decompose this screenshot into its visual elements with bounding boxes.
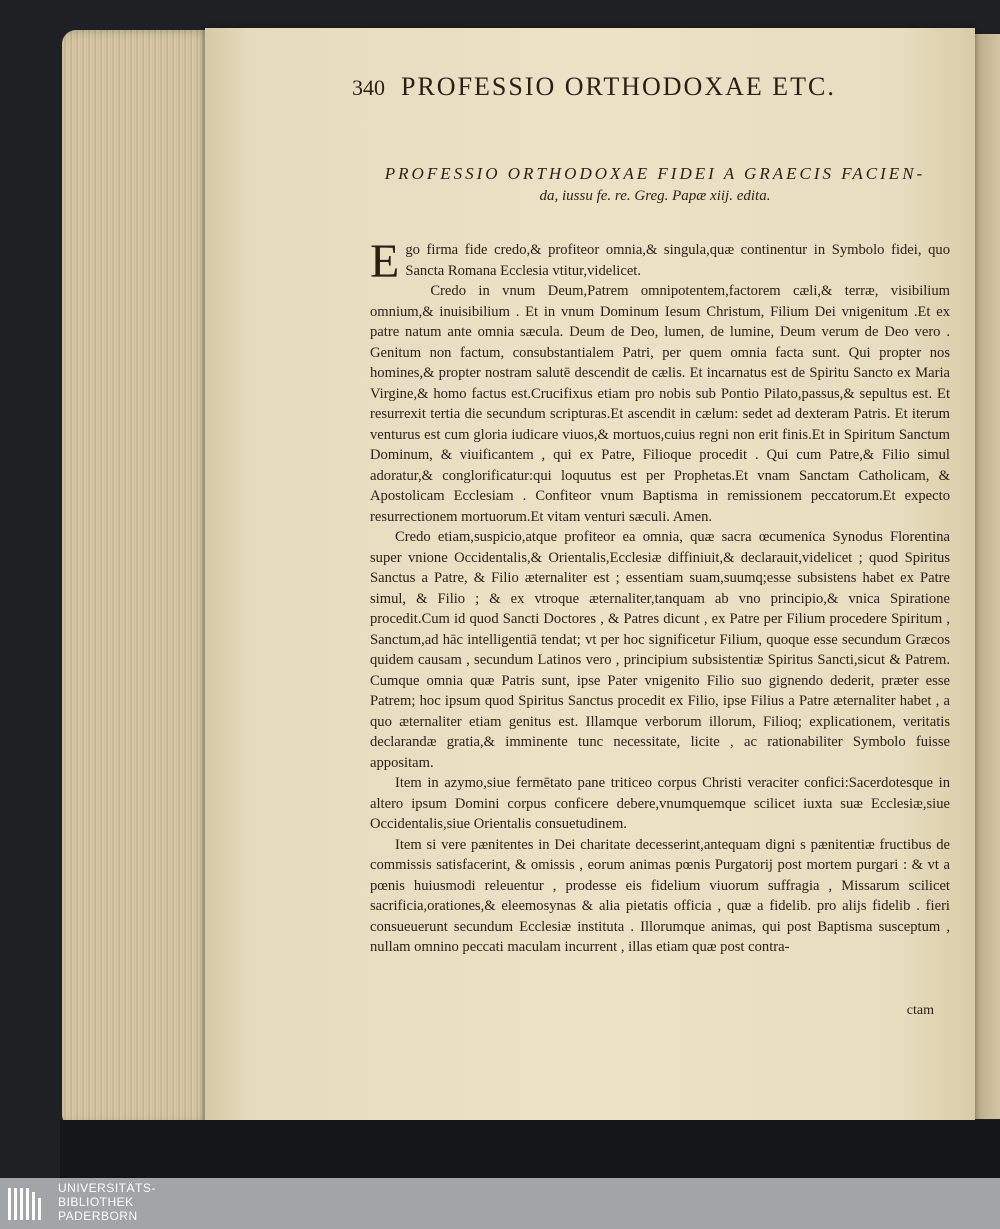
body-text <box>370 235 950 958</box>
library-footer <box>0 1178 1000 1229</box>
paragraph: Item si vere pænitentes in Dei charitate decesserint,antequam digni s pænitentiæ fructibus de commissis satisfacerint, & omissis , eorum animas pœnis Purgatorij post mortem purgari : & vt a pœnis huiusmodi releuentur , prodesse eis fidelium viuorum suffragia , Missarum scilicet sacrificia,orationes,& eleemosynas & alia pietatis officia , quæ a fidelib. pro alijs fidelib . fieri consueuerunt secundum Ecclesiæ instituta . Illorumque animas, qui post Baptisma susceptum , nullam omnino peccati maculam incurrent , illas etiam quæ post contra- <box>370 836 950 955</box>
drop-capital: E <box>370 235 400 288</box>
paragraph: Item in azymo,siue fermētato pane triticeo corpus Christi veraciter confici:Sacerdotesque in altero ipsum Domini corpus conficere debere,vnumquemque scilicet iuxta suæ Ecclesiæ,siue Occidentalis,siue Orientalis consuetudinem. <box>370 775 950 832</box>
running-head-text: PROFESSIO ORTHODOXAE ETC. <box>401 72 836 101</box>
catchword: ctam <box>906 1003 934 1018</box>
paragraph: Ego firma fide credo,& profiteor omnia,& singula,quæ continentur in Symbolo fidei, quo Sancta Romana Ecclesia vtitur,videlicet. <box>370 235 950 288</box>
library-logo-icon <box>6 1184 46 1224</box>
page-number: 340 <box>352 75 385 100</box>
title-line-1: PROFESSIO ORTHODOXAE FIDEI A GRAECIS FACIEN- <box>384 164 926 183</box>
library-name: UNIVERSITÄTS- BIBLIOTHEK PADERBORN <box>58 1181 156 1223</box>
paragraph: Credo etiam,suspicio,atque profiteor ea omnia, quæ sacra œcumenica Synodus Florentina super vnione Occidentalis,& Orientalis,Ecclesiæ diffiniuit,& declarauit,videlicet ; quod Spiritus Sanctus a Patre, & Filio æternaliter est ; essentiam suam,suumq;esse subsistens habet ex Patre simul, & Filio ; & ex vtroque æternaliter,tanquam ab vno principio,& vnica Spiratione procedit.Cum id quod Sancti Doctores , & Patres dicunt , ex Patre per Filium procedere Spiritum , Sanctum,ad hāc intelligentiā tendat; vt per hoc significetur Filium, quoque esse secundum Græcos quidem causam , secundum Latinos vero , principium subsistentiæ Spiritus Sancti,sicut & Patrem. Cumque omnia quæ Patris sunt, ipse Pater vnigenito Filio suo gignendo dederit, præter esse Patrem; hoc ipsum quod Spiritus Sanctus procedit ex Filio, ipse Filius a Patre æternaliter habet , a quo æternaliter etiam genitus est. Illamque verborum illorum, Filioq; explicationem, veritatis declarandæ gratia,& imminente tunc necessitate, licite , ac rationabiliter Symbolo fuisse appositam. <box>370 529 950 771</box>
title-line-2: da, iussu fe. re. Greg. Papæ xiij. edita. <box>539 188 771 204</box>
chapter-title <box>350 162 960 208</box>
page-edges-stack <box>62 30 212 1125</box>
running-head <box>352 72 952 102</box>
book-cover-shadow <box>60 1120 1000 1178</box>
paragraph: Credo in vnum Deum,Patrem omnipotentem,factorem cæli,& terræ, visibilium omnium,& inuisibilium . Et in vnum Dominum Iesum Christum, Filium Dei vnigenitum .Et ex patre natum ante omnia sæcula. Deum de Deo, lumen, de lumine, Deum verum de Deo vero . Genitum non factum, consubstantialem Patri, per quem omnia facta sunt. Qui propter nos homines,& propter nostram salutē descendit de cælis. Et incarnatus est de Spiritu Sancto ex Maria Virgine,& homo factus est.Crucifixus etiam pro nobis sub Pontio Pilato,passus,& sepultus est. Et resurrexit tertia die secundum scripturas.Et ascendit in cælum: sedet ad dexteram Patris. Et iterum venturus est cum gloria iudicare viuos,& mortuos,cuius regni non erit finis.Et in Spiritum Sanctum Dominum, & viuificantem , qui ex Patre, Filioque procedit . Qui cum Patre,& Filio simul adoratur,& conglorificatur:qui loquutus est per Prophetas.Et vnam Sanctam Catholicam, & Apostolicam Ecclesiam . Confiteor vnum Baptisma in remissionem peccatorum.Et expecto resurrectionem mortuorum.Et vitam venturi sæculi. Amen. <box>370 283 950 525</box>
facing-page-edge <box>972 34 1000 1119</box>
